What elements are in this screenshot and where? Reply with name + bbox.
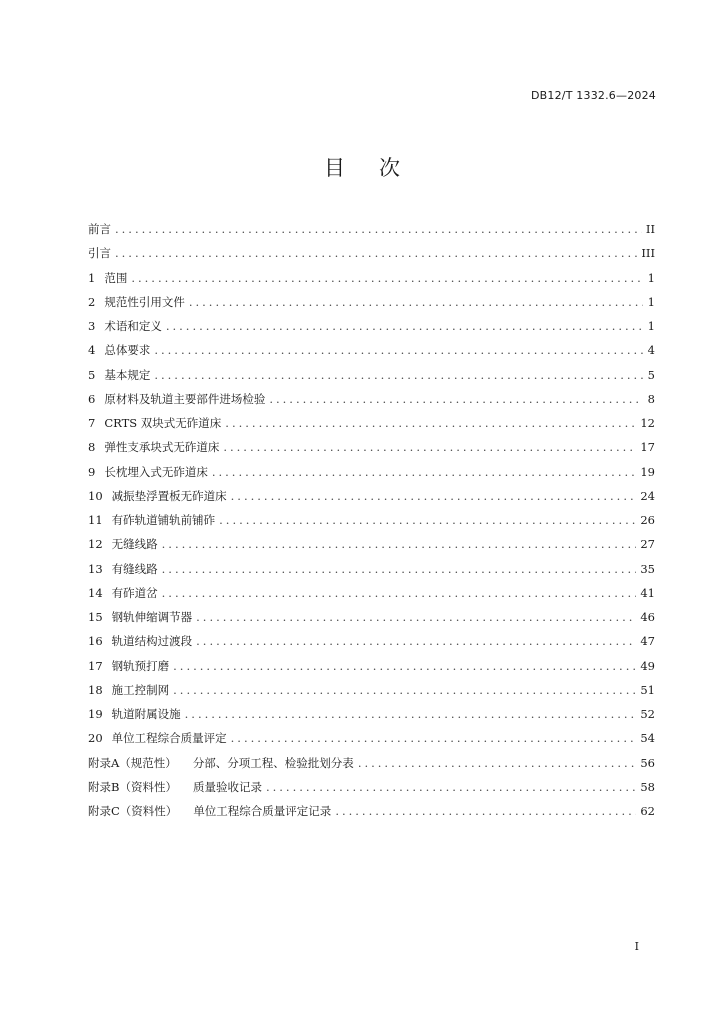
toc-entry-label-main: 总体要求: [104, 343, 151, 358]
toc-entry-label-main: 有砟轨道铺轨前铺砟: [111, 513, 216, 527]
toc-entry-label-main: 施工控制网: [111, 682, 170, 697]
toc-leader-dots: [162, 581, 637, 605]
table-of-contents: [88, 217, 655, 823]
toc-leader-dots: [231, 726, 637, 750]
toc-entry-page: 35: [640, 561, 655, 576]
toc-entry-label-main: 基本规定: [104, 367, 151, 382]
toc-entry-label-main: 前言: [88, 222, 111, 236]
toc-leader-dots: [173, 678, 636, 702]
toc-entry-page: 26: [640, 513, 655, 527]
toc-entry-number: 11: [88, 513, 103, 527]
toc-entry-page: 52: [640, 707, 655, 721]
toc-entry-page: 58: [640, 779, 655, 794]
toc-entry[interactable]: [88, 751, 655, 775]
toc-entry-label-main: 轨道附属设施: [111, 707, 181, 721]
toc-entry-label-sub: 单位工程综合质量评定记录: [193, 804, 332, 818]
toc-leader-dots: [269, 387, 643, 411]
toc-entry-number: 12: [88, 537, 103, 552]
toc-entry-page: 51: [640, 682, 655, 697]
toc-entry-label: [112, 508, 216, 532]
toc-entry-label-main: 钢轨伸缩调节器: [111, 610, 193, 624]
toc-entry-label-main: 附录B（资料性）: [88, 779, 177, 794]
toc-entry[interactable]: [88, 460, 655, 484]
toc-leader-dots: [185, 702, 637, 726]
document-code: DB12/T 1332.6—2024: [530, 89, 656, 102]
toc-entry-label: [104, 411, 221, 435]
toc-entry-number: 14: [88, 585, 103, 600]
toc-entry-page: II: [645, 222, 655, 236]
toc-entry-page: 8: [647, 391, 655, 406]
toc-entry[interactable]: [88, 290, 655, 314]
toc-entry-label-main: 无缝线路: [111, 537, 158, 552]
toc-entry-label: [112, 702, 181, 726]
toc-entry-label: [88, 799, 331, 823]
toc-entry-label: [104, 290, 185, 314]
toc-entry[interactable]: [88, 702, 655, 726]
toc-entry-number: 5: [88, 367, 96, 382]
toc-entry[interactable]: [88, 629, 655, 653]
toc-leader-dots: [196, 629, 636, 653]
toc-entry-label: [112, 678, 170, 702]
toc-entry-label-main: 钢轨预打磨: [111, 658, 170, 673]
toc-entry-label: [104, 338, 150, 362]
toc-entry-page: 1: [647, 270, 655, 285]
toc-entry-page: 12: [640, 416, 655, 430]
toc-entry-page: 19: [640, 464, 655, 479]
page-number: I: [634, 940, 639, 953]
toc-leader-dots: [166, 314, 643, 338]
toc-entry-number: 17: [88, 658, 103, 673]
toc-entry-page: 1: [647, 319, 655, 333]
toc-entry-number: 1: [88, 270, 96, 285]
toc-leader-dots: [212, 460, 637, 484]
toc-entry-number: 2: [88, 294, 96, 309]
toc-entry-label: [88, 217, 111, 241]
toc-entry-page: 24: [640, 488, 655, 503]
toc-entry-page: III: [641, 246, 655, 261]
toc-entry-page: 1: [647, 294, 655, 309]
toc-entry-page: 41: [640, 585, 655, 600]
toc-entry[interactable]: [88, 387, 655, 411]
toc-entry-number: 3: [88, 319, 96, 333]
toc-entry-label-main: 长枕埋入式无砟道床: [104, 464, 208, 479]
toc-entry-label: [112, 605, 193, 629]
toc-entry-label-main: 减振垫浮置板无砟道床: [111, 488, 227, 503]
toc-entry-label: [112, 557, 158, 581]
toc-entry-number: 8: [88, 440, 96, 455]
toc-entry[interactable]: [88, 799, 655, 823]
toc-entry-number: 7: [88, 416, 96, 430]
toc-entry-page: 54: [640, 731, 655, 746]
toc-entry-label-main: 原材料及轨道主要部件进场检验: [104, 391, 266, 406]
toc-leader-dots: [225, 411, 636, 435]
toc-leader-dots: [196, 605, 636, 629]
toc-entry-label-main: 弹性支承块式无砟道床: [104, 440, 220, 455]
toc-entry-page: 47: [640, 634, 655, 649]
toc-leader-dots: [115, 241, 637, 265]
toc-entry-label: [112, 629, 193, 653]
toc-leader-dots: [154, 338, 643, 362]
toc-entry-label-main: 范围: [104, 270, 128, 285]
toc-entry[interactable]: [88, 508, 655, 532]
toc-entry-number: 19: [88, 707, 103, 721]
toc-entry-label-main: 附录C（资料性）: [88, 804, 178, 818]
toc-leader-dots: [231, 484, 637, 508]
toc-entry-number: 9: [88, 464, 96, 479]
toc-entry-label: [88, 241, 111, 265]
toc-entry-label-main: 规范性引用文件: [104, 294, 185, 309]
toc-entry-number: 16: [88, 634, 103, 649]
toc-leader-dots: [162, 532, 637, 556]
toc-leader-dots: [115, 217, 642, 241]
toc-entry-label-sub: 质量验收记录: [192, 779, 262, 794]
toc-entry-label-main: CRTS 双块式无砟道床: [104, 416, 222, 430]
toc-entry[interactable]: [88, 726, 655, 750]
toc-entry[interactable]: [88, 338, 655, 362]
toc-entry-number: 20: [88, 731, 103, 746]
toc-leader-dots: [173, 654, 636, 678]
toc-entry-number: 18: [88, 682, 103, 697]
toc-entry[interactable]: [88, 654, 655, 678]
toc-entry-page: 56: [640, 755, 655, 770]
toc-entry-page: 27: [640, 537, 655, 552]
toc-entry-label: [112, 726, 227, 750]
toc-entry-label: [112, 484, 227, 508]
toc-entry-label-main: 有砟道岔: [111, 585, 158, 600]
toc-entry-page: 46: [640, 610, 655, 624]
toc-entry-number: 6: [88, 391, 96, 406]
toc-entry[interactable]: [88, 266, 655, 290]
toc-entry-label-main: 附录A（规范性）: [88, 755, 177, 770]
toc-entry-label-main: 有缝线路: [111, 561, 158, 576]
toc-entry-label: [104, 387, 265, 411]
toc-entry-label: [88, 751, 354, 775]
toc-entry-page: 49: [640, 658, 655, 673]
toc-entry[interactable]: [88, 775, 655, 799]
toc-leader-dots: [223, 435, 636, 459]
toc-entry-label: [104, 266, 127, 290]
toc-entry-label: [112, 581, 158, 605]
toc-leader-dots: [219, 508, 636, 532]
toc-entry-label-main: 轨道结构过渡段: [111, 634, 193, 649]
toc-entry[interactable]: [88, 363, 655, 387]
toc-entry-label: [104, 314, 162, 338]
toc-entry-label: [88, 775, 262, 799]
toc-entry-page: 62: [640, 804, 655, 818]
toc-entry[interactable]: [88, 532, 655, 556]
toc-entry[interactable]: [88, 435, 655, 459]
toc-leader-dots: [266, 775, 636, 799]
toc-entry-number: 13: [88, 561, 103, 576]
toc-entry-label: [104, 363, 150, 387]
toc-entry-label-sub: 分部、分项工程、检验批划分表: [192, 755, 354, 770]
toc-entry[interactable]: [88, 678, 655, 702]
toc-entry-number: 4: [88, 343, 96, 358]
toc-entry-label-main: 单位工程综合质量评定: [111, 731, 227, 746]
toc-entry[interactable]: [88, 314, 655, 338]
toc-entry-page: 4: [647, 343, 655, 358]
toc-entry[interactable]: [88, 411, 655, 435]
toc-leader-dots: [358, 751, 637, 775]
toc-entry-page: 5: [647, 367, 655, 382]
toc-entry[interactable]: [88, 241, 655, 265]
toc-entry-label-main: 引言: [88, 246, 111, 261]
toc-leader-dots: [162, 557, 637, 581]
toc-leader-dots: [335, 799, 636, 823]
toc-entry-page: 17: [640, 440, 655, 455]
toc-entry-number: 15: [88, 610, 103, 624]
toc-leader-dots: [189, 290, 643, 314]
toc-entry[interactable]: [88, 557, 655, 581]
toc-leader-dots: [154, 363, 643, 387]
toc-entry[interactable]: [88, 484, 655, 508]
toc-entry[interactable]: [88, 581, 655, 605]
toc-entry[interactable]: [88, 217, 655, 241]
toc-entry-label-main: 术语和定义: [104, 319, 162, 333]
toc-entry-label: [112, 532, 158, 556]
toc-entry-label: [112, 654, 170, 678]
toc-leader-dots: [131, 266, 643, 290]
toc-entry-number: 10: [88, 488, 103, 503]
toc-entry[interactable]: [88, 605, 655, 629]
toc-entry-label: [104, 435, 219, 459]
page-title: 目次: [324, 156, 434, 180]
toc-entry-label: [104, 460, 208, 484]
